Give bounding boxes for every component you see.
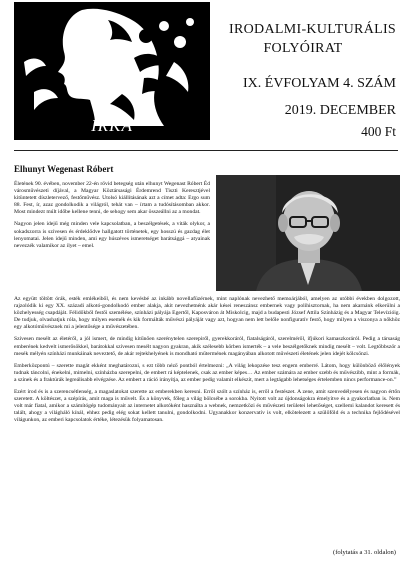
issue-date: 2019. DECEMBER [284, 103, 396, 118]
article-paragraph: Nagyon jelen idejű még minden vele kapcsolatban, a beszélgetések, a viták olykor, a sokadszorra is szívesen és érdeklődve hallgatott történetek, egy hosszú és gazdag élet lenyomatai. Jelen idejű minden, ami egy húszéves ismeretséget barátsággá – atyainak nevezzék valamikor az ilyet – emel. [14, 221, 210, 249]
article-paragraph: Szívesen mesélt az életéről, a jól ismert, de mindig kitűnően szerénytelen szerepiről, gyerekkoráról, fiatalságáról, szerelméről, ifjúkori kamaszkoráról. Pedig a társaság emberének kedvelt ismerősökkel, barátokkal szívesen mesélt nagyon gyakran, akik szélesebb körben ismerték – a vele beszélgetőknek mindig mesélt – volt. Legtöbbször a mesék mélyén színházi munkáinak neveztető, de akár rejtekhelyének is mondható műtermének magányában alkotott művészeti életének jelen idejét kölcsönzi. [14, 336, 400, 357]
article-paragraph: Életének 90. évében, november 22-én rövid betegség után elhunyt Wegenast Róbert Éd városművészeti díjával, a Magyar Köztársasági Érdemrend Tiszti Keresztjével kitüntetett díszletervező, festőművész. Utolsó kiállításának azt a címet adta: Ergo sum 88. Fest, ír, azaz gondolkodik a világról, tehát van – írtam a tudósításomban akkor. Most mindezt múlt időbe kellene tenni, de sehogy sem akar összeállni az a mondat. [14, 181, 210, 216]
masthead-logo [14, 2, 210, 140]
journal-title: IRODALMI-KULTURÁLIS [229, 22, 396, 37]
portrait-photo [216, 175, 400, 291]
issue-price: 400 Ft [361, 124, 396, 139]
masthead-divider [14, 150, 398, 151]
continuation-note: (folytatás a 31. oldalon) [333, 549, 396, 556]
article-body-left [14, 181, 210, 255]
article-paragraph: Az együtt töltött órák, esték emlékeiből, és nem kevésbé az inkább novellafüzérnek, mint naplónak nevezhető memoárjából, amelyen az utóbbi években dolgozott, rajzolódik ki egy XX. századi alkotó-gondolkodó ember alakja, akit nevezhetnénk akár kései reneszánsz embernek vagy polihisztornak, ha nem akarnánk elkerülni a közhelyesség csapdáját. Félidőkből festői személése, színházi pályája Egertől, Kaposváron át Miskolcig, majd a budapesti József Attila Színházig és a Magyar Televízióig. De tudjuk, olvashatjuk róla, hogy milyen esemék és kik formálták művészi pályáját vagy azt, hogyan nem lett belőle nonfiguratív festő, hogy milyen a viszonya a nőkhöz egy alkotóművésznek mi a jelentősége a művészetében. [14, 296, 400, 331]
article-paragraph: Ezért írod és is a szerencsétlenség, a magaslatokat szerette az emberekben keresni. Erről szólt a színház is, erről a festészet. A zene, amit szenvedélyesen és nagyon értőn szeretett. A költészet, a szépírás, amit maga is művelt. És a könyvek, főleg a világ bölcsébe a sorokba. Nyitott volt az újdonságokra émelyítve és a gyakorlatban is. Nem volt már fiatal, amikor a számítógép tudományait az internetet alkotóként használta a webnek, nemzetközi és művészeti területei lehetőséget, szellemi kalandot keresett és talált, ahogy a világháló kínál, ehhez pedig elég sokat kellett tanulni, gondolkodni. Ugyanakkor konzervatív is volt, elkötelezett a szülőföld és a technika fejlődésével világunkon, az emberi kapcsolatok értéke, létezésük folyamatosan. [14, 389, 400, 424]
journal-subtitle: FOLYÓIRAT [263, 41, 343, 56]
article-headline: Elhunyt Wegenast Róbert [14, 164, 114, 174]
logo-wordmark: IRKA [91, 116, 133, 135]
portrait-photo-icon [216, 175, 400, 291]
article-paragraph: Emberközpontú – szerette magát ekként meghatározni, s ezt több néző pontból értelmezni: „A világ lekopzése tesz engem emberré. Látom, hogy különböző élőlények tudnak táncolni, énekelni, mimelni, színházba szerepelni, de embert rá képtelenek, csak az ember képes… Az ember számára az ember szebb és művészibb, mint a formák, a színek és a fraktúrák legreálisabb elvégzése. Az embert a ráció irányítja, az ember pedig valamit elkészít, mert a legtágabb lehetséges értelemben nincs performance-on.” [14, 362, 400, 383]
issue-number: IX. ÉVFOLYAM 4. SZÁM [243, 76, 396, 91]
masthead [0, 0, 406, 148]
article-body-full [14, 296, 400, 430]
